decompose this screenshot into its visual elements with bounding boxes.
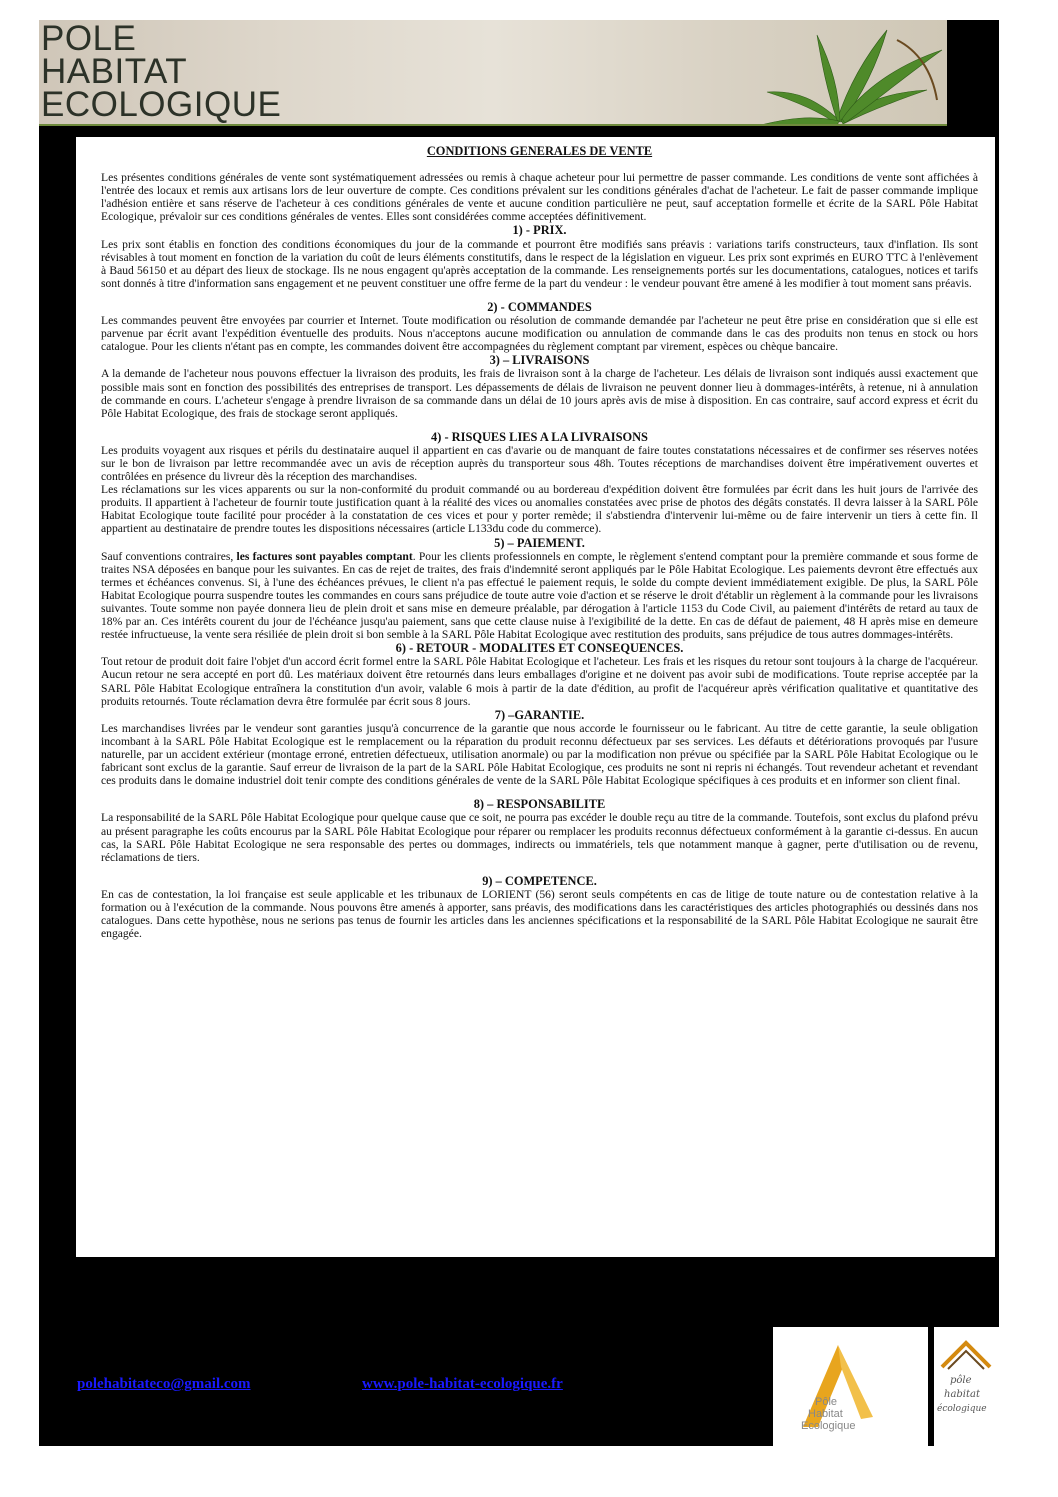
section-paragraph: Les réclamations sur les vices apparents ou sur la non-conformité du produit commandé ou au bordereau d'expédition doivent être formulées par écrit dans les huit jours de l'arrivée des produits. Il appartient à l'acheteur de fournir toute justification quant à la réalité des vices ou anomalies constatées avec prise de photos des dégâts constatés. Il devra laisser à la SARL Pôle Habitat Ecologique toute facilité pour procéder à la constatation de ces vices et pour y porter remède; il s'abstiendra d'intervenir lui-même ou de faire intervenir un tiers à cette fin. Il appartient au destinataire de prendre toutes les dispositions nécessaires (article L133du code du commerce). — [101, 483, 978, 536]
logo-line-3: ECOLOGIQUE — [41, 85, 282, 124]
section-paragraph: La responsabilité de la SARL Pôle Habitat Ecologique pour quelque cause que ce soit, ne pourra pas excéder le double reçu au titre de la commande. Toutefois, sont exclus du plafond prévu au présent paragraphe les coûts encourus par la SARL Pôle Habitat Ecologique pour réparer ou remplacer les produits reconnus défectueux conformément à la garantie ci-dessus. En aucun cas, la SARL Pôle Habitat Ecologique ne sera responsable des pertes ou dommages, indirects ou immatériels, tels que notamment manque à gagner, perte d'utilisation ou de revenu, réclamations de tiers. — [101, 811, 978, 864]
paiement-lead: Sauf conventions contraires, — [101, 549, 237, 563]
paiement-text: . Pour les clients professionnels en compte, le règlement s'entend comptant pour la première commande et sous forme de traites NSA déposées en banque pour les suivantes. En cas de rejet de traites, des frais d'indemnité seront appliqués par le Pôle Habitat Ecologique. Les paiements devront être effectués aux termes et échéances convenus. Si, à l'une des échéances prévues, le client n'a pas effectué le paiement requis, le solde du compte devient immédiatement exigible. De plus, la SARL Pôle Habitat Ecologique pourra suspendre toutes les commandes en cours sans préjudice de toute autre voie d'action et se réserve le droit d'établir un règlement à la commande pour les livraisons suivantes. Toute somme non payée donnera lieu de plein droit et sans mise en demeure préalable, par dérogation à l'article 1153 du Code Civil, au paiement d'intérêts de retard au taux de 18% par an. Ces intérêts courent du jour de l'échéance jusqu'au paiement, sans que cette clause nuise à l'exigibilité de la dette. En cas de défaut de paiement, 48 H après mise en demeure restée infructueuse, la vente sera résiliée de plein droit si bon semble à la SARL Pôle Habitat Ecologique avec restitution des produits, sans préjudice de tous autres dommages-intérêts. — [101, 549, 978, 642]
section-paragraph: Les marchandises livrées par le vendeur sont garanties jusqu'à concurrence de la garantie que nous accorde le fournisseur ou le fabricant. Au titre de cette garantie, la seule obligation incombant à la SARL Pôle Habitat Ecologique est le remplacement ou la réparation du produit reconnu défectueux par ses services. Les défauts et détériorations provoqués par l'usure naturelle, par un accident extérieur (montage erroné, entretien défectueux, utilisation anormale) ou par la modification non prévue ou spécifiée par la SARL Pôle Habitat Ecologique ou le fabricant sont exclus de la garantie. Sauf erreur de livraison de la part de la SARL Pôle Habitat Ecologique, ces produits ne sont ni repris ni échangés. Tout revendeur achetant et revendant ces produits dans le domaine industriel doit tenir compte des conditions générales de vente de la SARL Pôle Habitat Ecologique spécifiques à ces produits et en informer son client final. — [101, 721, 978, 788]
logo1-line-3: Ecologique — [801, 1420, 856, 1432]
section-paragraph: En cas de contestation, la loi française est seule applicable et les tribunaux de LORIENT (56) seront seuls compétents en cas de litige de toute nature ou de contestation relative à la formation ou à l'exécution de la commande. Nous pouvons être amenés à apporter, sans préavis, des modifications dans les caractéristiques des articles photographiés ou dessinés dans nos catalogues. Dans cette hypothèse, nous ne serions pas tenus de fournir les articles dans les anciennes spécifications et la responsabilité de la SARL Pôle Habitat Ecologique ne saurait être engagée. — [101, 887, 978, 941]
house-logo-icon — [934, 1327, 999, 1447]
document-body — [76, 137, 995, 1257]
section-paragraph: Les produits voyagent aux risques et périls du destinataire auquel il appartient en cas d'avarie ou de manquant de faire toutes constatations nécessaires et de confirmer ses réserves notées sur le bon de livraison par lettre recommandée avec un avis de réception auprès du transporteur sous 48h. Toutes réceptions de marchandises doivent être impérativement ouvertes et contrôlées en présence du livreur dès la réception des marchandises. — [101, 443, 978, 484]
section-heading-commandes: 2) - COMMANDES — [487, 299, 592, 314]
triangle-logo-icon — [773, 1327, 928, 1447]
section-paragraph: Tout retour de produit doit faire l'objet d'un accord écrit formel entre la SARL Pôle Habitat Ecologique et l'acheteur. Les frais et les risques du retour sont toujours à la charge de l'acquéreur. Aucun retour ne sera accepté en port dû. Les matériaux doivent être retournés dans leurs emballages d'origine et ne doivent pas avoir subi de modifications. Toute reprise acceptée par la SARL Pôle Habitat Ecologique entraînera la constitution d'un avoir, valable 6 mois à partir de la date d'édition, au profit de l'acquéreur après vérification qualitative et quantitative des produits retournés. Toute réclamation devra être formulée par écrit sous 8 jours. — [101, 655, 978, 708]
section-heading-retour: 6) - RETOUR - MODALITES ET CONSEQUENCES. — [395, 641, 684, 656]
logo2-line-2: habitat — [944, 1389, 981, 1400]
logo1-line-2: Habitat — [808, 1408, 843, 1420]
brand-logo-text — [41, 20, 282, 124]
website-link[interactable]: www.pole-habitat-ecologique.fr — [362, 1376, 563, 1392]
footer-logo-house — [934, 1327, 999, 1447]
intro-paragraph: Les présentes conditions générales de vente sont systématiquement adressées ou remis à chaque acheteur pour lui permettre de passer commande. Les conditions de vente sont affichées à l'entrée des locaux et remis aux artisans lors de leur ouverture de compte. Ces conditions prévalent sur les conditions générales d'achat de l'acheteur. Le fait de passer commande implique l'adhésion entière et sans réserve de l'acheteur à ces conditions générales de vente et aucune condition particulière ne peut, sauf acceptation formelle et écrite de la SARL Pôle Habitat Ecologique, prévaloir sur ces conditions générales de ventes. Elles sont considérées comme acceptées définitivement. — [101, 171, 978, 224]
section-paragraph — [101, 550, 978, 642]
hemp-leaf-icon — [687, 20, 947, 126]
logo1-line-1: Pôle — [815, 1396, 838, 1408]
section-heading-responsabilite: 8) – RESPONSABILITE — [473, 797, 606, 812]
header-divider — [39, 124, 947, 126]
header-banner — [39, 20, 947, 126]
footer-logo-triangle — [773, 1327, 928, 1447]
section-paragraph: Les prix sont établis en fonction des conditions économiques du jour de la commande et pourront être modifiés sans préavis : variations tarifs constructeurs, taux d'inflation. Ils sont révisables à tout moment en fonction de la variation du coût de leurs éléments constitutifs, dans le respect de la législation en vigueur. Les prix sont exprimés en EURO TTC à l'enlèvement à Baud 56150 et au départ des lieux de stockage. Ils ne nous engagent qu'après acceptation de la commande. Les renseignements portés sur les documentations, catalogues, notices et tarifs sont donnés à titre d'information sans engagement et ne peuvent constituer une offre ferme de la part du vendeur : le vendeur pouvant être amené à les modifier à tout moment sans préavis. — [101, 237, 978, 290]
logo-line-1: POLE — [41, 20, 137, 58]
logo-line-2: HABITAT — [41, 52, 188, 91]
section-heading-risques: 4) - RISQUES LIES A LA LIVRAISONS — [431, 429, 648, 444]
logo2-line-1: pôle — [950, 1375, 972, 1386]
logo2-line-3: écologique — [937, 1404, 987, 1414]
section-heading-prix: 1) - PRIX. — [512, 223, 567, 238]
section-paragraph: Les commandes peuvent être envoyées par courrier et Internet. Toute modification ou résolution de commande demandée par l'acheteur ne peut être prise en considération que si elle est parvenue par écrit avant l'expédition éventuelle des produits. Nous n'acceptons aucune modification ou annulation de commande dans le cas des produits non tenus en stock ou hors catalogue. Pour les clients n'étant pas en compte, les commandes doivent être accompagnées du règlement comptant par virement, espèces ou chèque bancaire. — [101, 314, 978, 354]
section-paragraph: A la demande de l'acheteur nous pouvons effectuer la livraison des produits, les frais de livraison sont à la charge de l'acheteur. Les délais de livraison sont indiqués aussi exactement que possible mais sont en fonction des possibilités des entreprises de transport. Les dépassements de délais de livraison ne peuvent donner lieu à dommages-intérêts, à retenue, ni à annulation de commande en cours. L'acheteur s'engage à prendre livraison de sa commande dans un délai de 10 jours après avis de mise à disposition. En cas contraire, sauf accord express et écrit du Pôle Habitat Ecologique, des frais de stockage seront appliqués. — [101, 367, 978, 420]
section-heading-competence: 9) – COMPETENCE. — [482, 873, 597, 888]
section-heading-paiement: 5) – PAIEMENT. — [494, 535, 585, 550]
paiement-lead-bold: les factures sont payables comptant — [236, 549, 413, 563]
section-heading-garantie: 7) –GARANTIE. — [494, 707, 585, 722]
section-heading-livraisons: 3) – LIVRAISONS — [489, 353, 590, 368]
email-link[interactable]: polehabitateco@gmail.com — [77, 1376, 251, 1392]
document-title: CONDITIONS GENERALES DE VENTE — [426, 144, 653, 158]
